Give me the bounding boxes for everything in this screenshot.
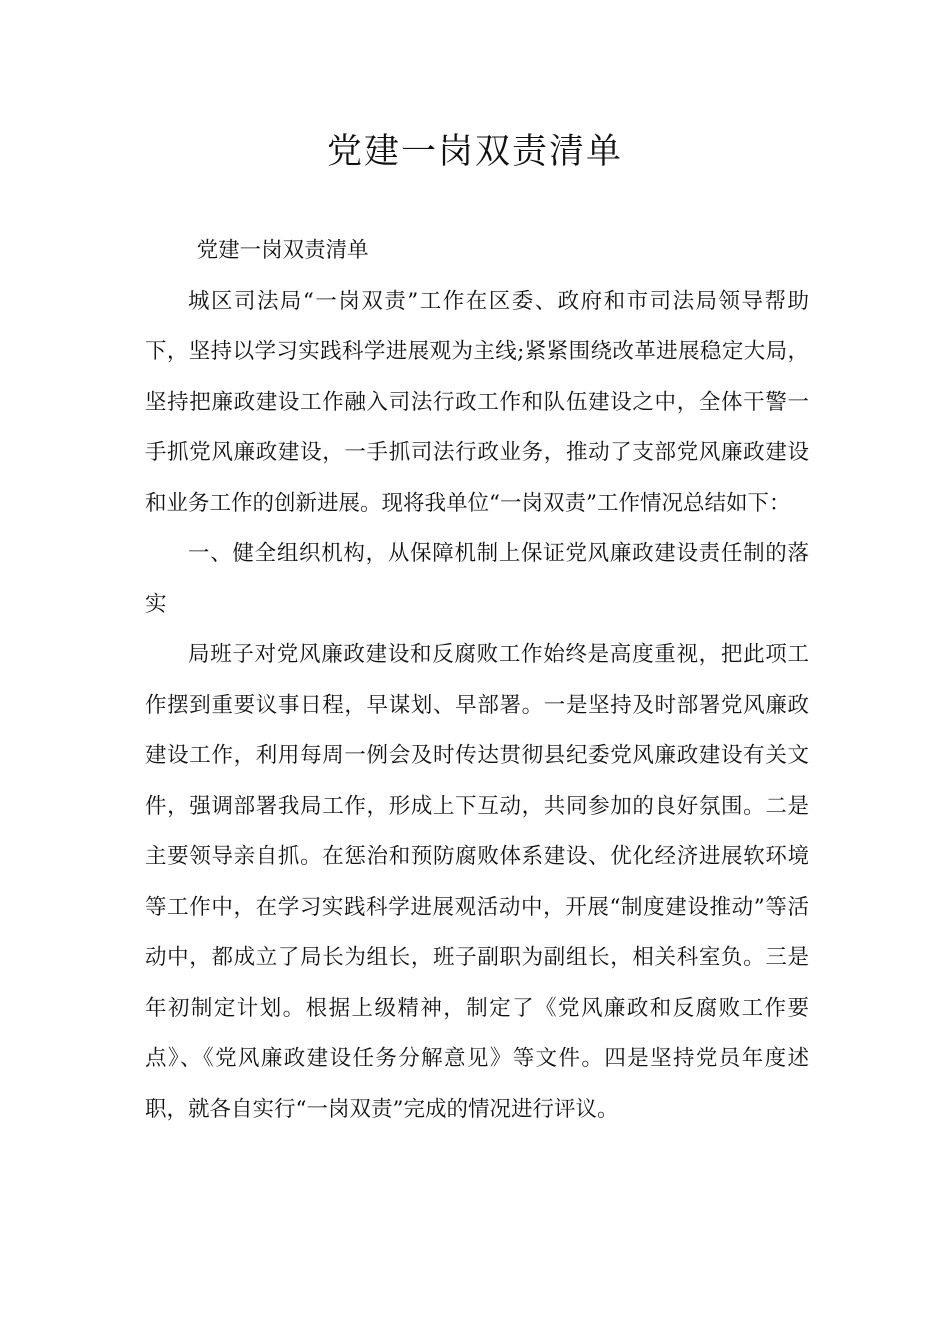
section-heading-1: 一、健全组织机构，从保障机制上保证党风廉政建设责任制的落实 [145, 541, 809, 617]
document-body [145, 226, 809, 1135]
document-title: 党建一岗双责清单 [326, 132, 623, 172]
paragraph-subtitle: 党建一岗双责清单 [196, 238, 369, 263]
paragraph-section-1: 局班子对党风廉政建设和反腐败工作始终是高度重视，把此项工作摆到重要议事日程，早谋划、早部署。一是坚持及时部署党风廉政建设工作，利用每周一例会及时传达贯彻县纪委党风廉政建设有关文件，强调部署我局工作，形成上下互动，共同参加的良好氛围。二是主要领导亲自抓。在惩治和预防腐败体系建设、优化经济进展软环境等工作中，在学习实践科学进展观活动中，开展“制度建设推动”等活动中，都成立了局长为组长，班子副职为副组长，相关科室负。三是年初制定计划。根据上级精神，制定了《党风廉政和反腐败工作要点》、《党风廉政建设任务分解意见》等文件。四是坚持党员年度述职，就各自实行“一岗双责”完成的情况进行评议。 [145, 642, 809, 1122]
paragraph-intro: 城区司法局“一岗双责”工作在区委、政府和市司法局领导帮助下，坚持以学习实践科学进展观为主线;紧紧围绕改革进展稳定大局，坚持把廉政建设工作融入司法行政工作和队伍建设之中，全体干警一手抓党风廉政建设，一手抓司法行政业务，推动了支部党风廉政建设和业务工作的创新进展。现将我单位“一岗双责”工作情况总结如下： [145, 288, 809, 516]
